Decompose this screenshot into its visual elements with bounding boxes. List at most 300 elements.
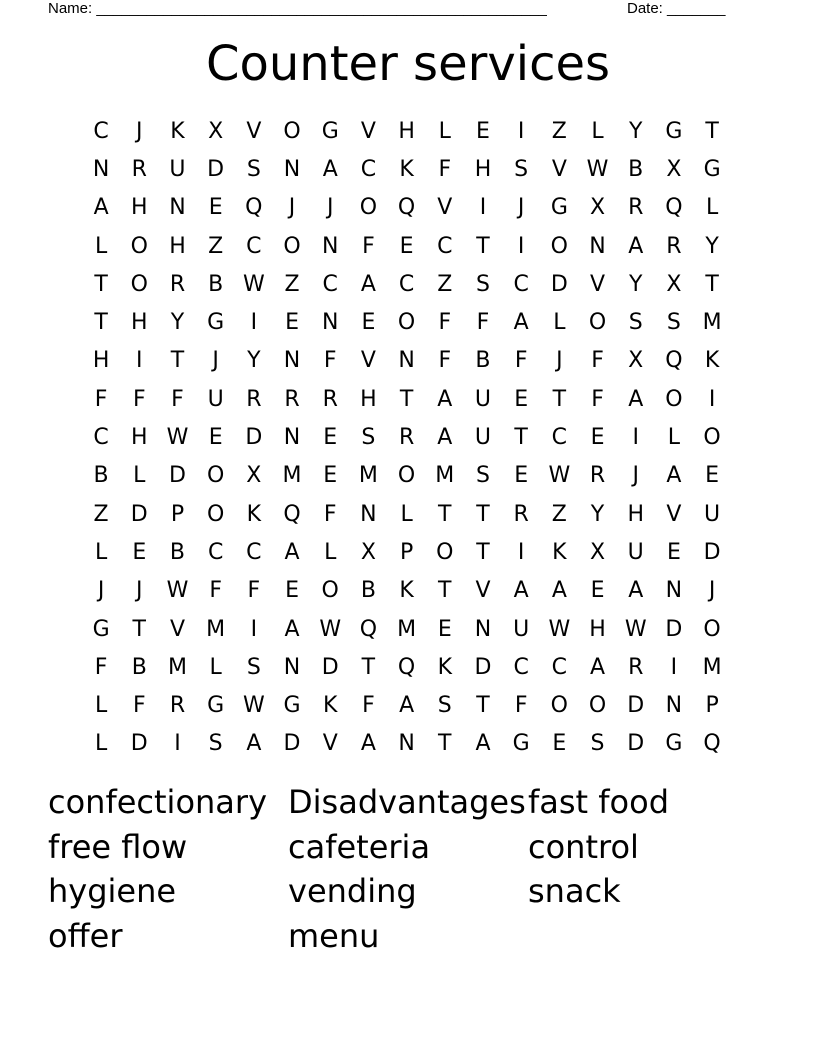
grid-letter: E [208, 425, 223, 451]
grid-row [82, 189, 731, 227]
grid-letter: C [360, 156, 377, 182]
grid-letter: B [475, 348, 491, 374]
grid-letter: A [246, 731, 262, 757]
grid-row [82, 380, 731, 418]
grid-letter: E [590, 425, 605, 451]
grid-letter: A [284, 616, 300, 642]
grid-letter: O [397, 310, 416, 336]
grid-letter: O [550, 693, 568, 719]
grid-letter: J [212, 348, 219, 374]
grid-letter: M [282, 463, 302, 489]
grid-letter: O [550, 233, 568, 259]
grid-letter: T [476, 693, 490, 719]
grid-letter: F [132, 386, 146, 412]
grid-letter: X [360, 539, 376, 565]
grid-letter: M [167, 654, 187, 680]
grid-letter: L [591, 118, 604, 144]
grid-letter: E [552, 731, 567, 757]
grid-letter: N [92, 156, 110, 182]
grid-letter: X [628, 348, 644, 374]
grid-letter: O [206, 501, 225, 527]
grid-letter: E [666, 539, 681, 565]
grid-letter: K [399, 578, 414, 604]
grid-letter: B [360, 578, 376, 604]
grid-letter: F [247, 578, 261, 604]
grid-letter: S [475, 463, 490, 489]
grid-letter: I [670, 654, 678, 680]
grid-letter: T [361, 654, 376, 680]
grid-letter: D [627, 693, 645, 719]
grid-letter: M [397, 616, 417, 642]
grid-letter: H [398, 118, 415, 144]
grid-letter: Q [397, 195, 416, 221]
grid-letter: D [321, 654, 339, 680]
grid-letter: H [131, 425, 148, 451]
grid-letter: J [136, 118, 143, 144]
grid-letter: W [319, 616, 342, 642]
grid-letter: I [479, 195, 487, 221]
grid-row [82, 572, 731, 610]
grid-letter: G [283, 693, 301, 719]
grid-letter: P [705, 693, 719, 719]
grid-letter: L [705, 195, 719, 221]
grid-letter: O [397, 463, 416, 489]
grid-letter: R [169, 271, 186, 297]
grid-letter: H [131, 195, 148, 221]
grid-letter: M [702, 310, 722, 336]
grid-letter: W [624, 616, 647, 642]
grid-letter: J [97, 578, 105, 604]
grid-letter: L [438, 118, 451, 144]
grid-letter: T [476, 501, 490, 527]
grid-letter: K [170, 118, 185, 144]
grid-letter: U [474, 386, 492, 412]
grid-letter: K [437, 654, 452, 680]
grid-letter: A [628, 578, 644, 604]
grid-letter: V [475, 578, 491, 604]
grid-letter: B [131, 654, 147, 680]
grid-row [82, 150, 731, 188]
grid-letter: F [94, 654, 108, 680]
grid-letter: F [514, 348, 528, 374]
grid-letter: P [399, 539, 414, 565]
grid-letter: E [323, 425, 338, 451]
grid-letter: T [438, 501, 452, 527]
grid-letter: H [169, 233, 186, 259]
grid-letter: Q [245, 195, 263, 221]
grid-letter: R [322, 386, 338, 412]
grid-letter: O [703, 616, 721, 642]
grid-row [82, 495, 731, 533]
grid-row [82, 457, 731, 495]
grid-letter: Y [247, 348, 261, 374]
grid-letter: C [437, 233, 453, 259]
grid-letter: V [246, 118, 262, 144]
grid-letter: O [130, 233, 148, 259]
grid-letter: Q [665, 195, 683, 221]
word-list-item: snack [528, 872, 621, 911]
grid-letter: U [207, 386, 224, 412]
grid-letter: C [551, 654, 568, 680]
grid-letter: E [437, 616, 452, 642]
grid-letter: I [136, 348, 143, 374]
grid-letter: A [513, 578, 529, 604]
grid-letter: E [132, 539, 147, 565]
grid-row [82, 342, 731, 380]
grid-letter: A [666, 463, 682, 489]
grid-letter: U [474, 425, 492, 451]
grid-letter: V [437, 195, 453, 221]
grid-letter: G [703, 156, 721, 182]
grid-letter: A [590, 654, 606, 680]
grid-letter: O [588, 310, 607, 336]
grid-letter: Y [628, 118, 643, 144]
grid-letter: U [704, 501, 721, 527]
grid-letter: K [246, 501, 262, 527]
grid-letter: E [476, 118, 490, 144]
grid-letter: D [550, 271, 568, 297]
grid-row [82, 610, 731, 648]
grid-letter: O [703, 425, 721, 451]
word-list-item: hygiene [48, 872, 177, 911]
grid-row [82, 418, 731, 456]
grid-letter: L [209, 654, 222, 680]
date-field-label: Date: _______ [627, 0, 726, 17]
grid-letter: V [590, 271, 606, 297]
grid-letter: R [398, 425, 415, 451]
grid-letter: X [589, 195, 606, 221]
word-list-item: cafeteria [288, 827, 431, 866]
grid-letter: D [283, 731, 301, 757]
grid-letter: F [591, 348, 604, 374]
grid-letter: S [666, 310, 681, 336]
grid-letter: T [552, 386, 567, 412]
grid-letter: D [245, 425, 263, 451]
grid-letter: B [169, 539, 186, 565]
grid-letter: R [169, 693, 186, 719]
grid-letter: X [666, 271, 682, 297]
word-search-grid [82, 112, 731, 763]
grid-letter: E [705, 463, 720, 489]
grid-letter: S [475, 271, 490, 297]
grid-letter: M [435, 463, 455, 489]
grid-letter: F [362, 693, 375, 719]
grid-letter: H [474, 156, 492, 182]
grid-letter: S [361, 425, 376, 451]
grid-letter: V [360, 118, 376, 144]
grid-letter: B [628, 156, 644, 182]
grid-letter: L [133, 463, 146, 489]
grid-letter: O [436, 539, 454, 565]
grid-letter: T [399, 386, 414, 412]
grid-letter: A [513, 310, 529, 336]
word-list-item: control [528, 827, 639, 866]
grid-letter: T [476, 233, 490, 259]
grid-letter: C [246, 233, 262, 259]
grid-letter: I [632, 425, 639, 451]
grid-letter: W [548, 463, 571, 489]
grid-letter: C [551, 425, 568, 451]
grid-letter: V [322, 731, 338, 757]
grid-letter: Y [628, 271, 643, 297]
grid-row [82, 725, 731, 763]
page-title: Counter services [205, 36, 610, 92]
grid-letter: E [285, 310, 299, 336]
grid-letter: S [437, 693, 452, 719]
grid-letter: T [438, 731, 452, 757]
grid-letter: C [398, 271, 415, 297]
grid-letter: L [667, 425, 681, 451]
grid-letter: N [474, 616, 492, 642]
grid-letter: L [400, 501, 413, 527]
grid-letter: F [514, 693, 528, 719]
grid-letter: F [94, 386, 108, 412]
grid-letter: G [665, 731, 683, 757]
grid-letter: X [208, 118, 224, 144]
grid-letter: I [517, 233, 525, 259]
grid-letter: G [92, 616, 110, 642]
grid-row [82, 265, 731, 303]
grid-letter: I [250, 310, 258, 336]
grid-letter: L [94, 731, 108, 757]
grid-letter: D [207, 156, 225, 182]
grid-letter: K [323, 693, 338, 719]
word-list-item: free flow [48, 827, 188, 866]
grid-letter: Z [284, 271, 300, 297]
grid-letter: L [94, 693, 108, 719]
grid-letter: C [93, 425, 109, 451]
grid-letter: W [586, 156, 609, 182]
grid-letter: Y [590, 501, 605, 527]
grid-letter: X [246, 463, 262, 489]
grid-letter: J [517, 195, 525, 221]
grid-letter: C [322, 271, 338, 297]
grid-letter: O [588, 693, 607, 719]
grid-letter: F [323, 348, 337, 374]
grid-letter: R [628, 195, 644, 221]
grid-letter: I [174, 731, 181, 757]
grid-letter: Z [437, 271, 453, 297]
grid-letter: F [438, 156, 452, 182]
grid-letter: L [324, 539, 337, 565]
grid-letter: O [130, 271, 148, 297]
grid-letter: K [552, 539, 567, 565]
grid-letter: J [708, 578, 716, 604]
grid-letter: N [665, 578, 683, 604]
word-list-item: offer [48, 917, 123, 956]
grid-letter: S [246, 654, 261, 680]
grid-letter: S [590, 731, 605, 757]
grid-letter: O [665, 386, 683, 412]
grid-letter: W [166, 425, 189, 451]
word-list-item: fast food [528, 783, 669, 821]
grid-letter: Y [170, 310, 185, 336]
grid-letter: F [591, 386, 604, 412]
grid-letter: G [207, 693, 225, 719]
grid-letter: N [169, 195, 186, 221]
grid-row [82, 648, 731, 686]
grid-letter: W [166, 578, 189, 604]
grid-letter: G [665, 118, 683, 144]
grid-letter: J [326, 195, 334, 221]
grid-letter: T [94, 310, 108, 336]
grid-letter: T [170, 348, 185, 374]
grid-letter: S [208, 731, 223, 757]
grid-row [82, 533, 731, 571]
grid-letter: T [514, 425, 528, 451]
grid-letter: A [399, 693, 415, 719]
grid-letter: Z [208, 233, 224, 259]
header [48, 0, 748, 20]
grid-letter: N [589, 233, 606, 259]
grid-letter: T [705, 271, 719, 297]
grid-letter: K [399, 156, 414, 182]
grid-letter: N [283, 654, 301, 680]
grid-letter: S [628, 310, 643, 336]
word-list-item: confectionary [48, 783, 267, 821]
grid-letter: X [666, 156, 682, 182]
grid-letter: S [246, 156, 261, 182]
grid-letter: D [474, 654, 492, 680]
grid-letter: Q [703, 731, 721, 757]
grid-letter: D [130, 731, 148, 757]
grid-letter: A [360, 731, 376, 757]
grid-letter: A [322, 156, 338, 182]
grid-letter: N [283, 348, 301, 374]
grid-letter: U [513, 616, 530, 642]
grid-letter: C [513, 271, 529, 297]
grid-letter: I [517, 539, 525, 565]
grid-letter: X [589, 539, 606, 565]
grid-letter: Q [283, 501, 301, 527]
grid-letter: L [553, 310, 566, 336]
grid-letter: D [130, 501, 148, 527]
grid-letter: Y [705, 233, 719, 259]
word-list [48, 780, 768, 959]
grid-letter: A [284, 539, 300, 565]
grid-letter: R [131, 156, 147, 182]
grid-letter: Z [551, 118, 567, 144]
grid-letter: T [476, 539, 490, 565]
grid-letter: W [242, 693, 265, 719]
grid-letter: D [703, 539, 721, 565]
grid-letter: J [556, 348, 563, 374]
grid-letter: G [321, 118, 339, 144]
grid-letter: F [362, 233, 375, 259]
grid-letter: R [628, 654, 644, 680]
grid-letter: N [665, 693, 683, 719]
grid-letter: F [476, 310, 490, 336]
grid-row [82, 112, 731, 150]
grid-letter: F [209, 578, 222, 604]
grid-letter: T [705, 118, 719, 144]
grid-letter: W [242, 271, 265, 297]
grid-letter: F [323, 501, 337, 527]
grid-letter: D [168, 463, 186, 489]
grid-letter: N [398, 731, 415, 757]
word-list-item: vending [288, 872, 417, 911]
grid-letter: R [246, 386, 262, 412]
grid-letter: N [283, 425, 301, 451]
grid-letter: E [361, 310, 376, 336]
grid-letter: H [360, 386, 377, 412]
grid-letter: H [627, 501, 644, 527]
grid-letter: U [169, 156, 186, 182]
word-list-item: menu [288, 917, 380, 956]
grid-letter: C [513, 654, 529, 680]
grid-letter: V [360, 348, 376, 374]
grid-letter: D [665, 616, 683, 642]
word-list-item: Disadvantages [288, 783, 526, 821]
grid-letter: O [359, 195, 378, 221]
grid-letter: T [132, 616, 146, 642]
grid-letter: A [437, 425, 453, 451]
grid-letter: C [246, 539, 262, 565]
grid-letter: R [666, 233, 682, 259]
grid-letter: C [93, 118, 109, 144]
grid-letter: C [207, 539, 224, 565]
grid-letter: F [171, 386, 184, 412]
grid-letter: A [437, 386, 453, 412]
grid-letter: L [94, 233, 108, 259]
grid-letter: E [285, 578, 299, 604]
grid-letter: F [132, 693, 146, 719]
grid-row [82, 686, 731, 724]
grid-letter: S [514, 156, 529, 182]
grid-letter: R [513, 501, 529, 527]
grid-letter: E [399, 233, 414, 259]
grid-letter: Z [93, 501, 109, 527]
grid-letter: J [288, 195, 296, 221]
grid-letter: U [627, 539, 644, 565]
grid-letter: T [94, 271, 108, 297]
grid-letter: J [632, 463, 639, 489]
grid-letter: E [514, 386, 529, 412]
grid-letter: I [708, 386, 716, 412]
grid-letter: R [589, 463, 606, 489]
grid-letter: O [283, 233, 301, 259]
grid-letter: J [136, 578, 143, 604]
grid-letter: G [550, 195, 568, 221]
grid-letter: N [321, 310, 339, 336]
grid-letter: A [93, 195, 109, 221]
grid-letter: F [438, 348, 452, 374]
grid-letter: V [551, 156, 567, 182]
grid-letter: H [92, 348, 110, 374]
grid-letter: A [628, 233, 644, 259]
grid-letter: B [208, 271, 224, 297]
grid-letter: T [438, 578, 452, 604]
grid-letter: B [93, 463, 109, 489]
grid-letter: F [438, 310, 452, 336]
grid-row [82, 227, 731, 265]
grid-letter: O [283, 118, 301, 144]
grid-letter: K [704, 348, 720, 374]
grid-letter: I [517, 118, 525, 144]
grid-letter: V [169, 616, 185, 642]
grid-letter: N [321, 233, 339, 259]
grid-row [82, 303, 731, 341]
grid-letter: V [666, 501, 682, 527]
grid-letter: G [512, 731, 530, 757]
grid-letter: A [551, 578, 567, 604]
grid-letter: E [208, 195, 223, 221]
grid-letter: O [206, 463, 225, 489]
grid-letter: D [627, 731, 645, 757]
grid-letter: Q [397, 654, 416, 680]
grid-letter: E [514, 463, 529, 489]
grid-letter: M [358, 463, 378, 489]
